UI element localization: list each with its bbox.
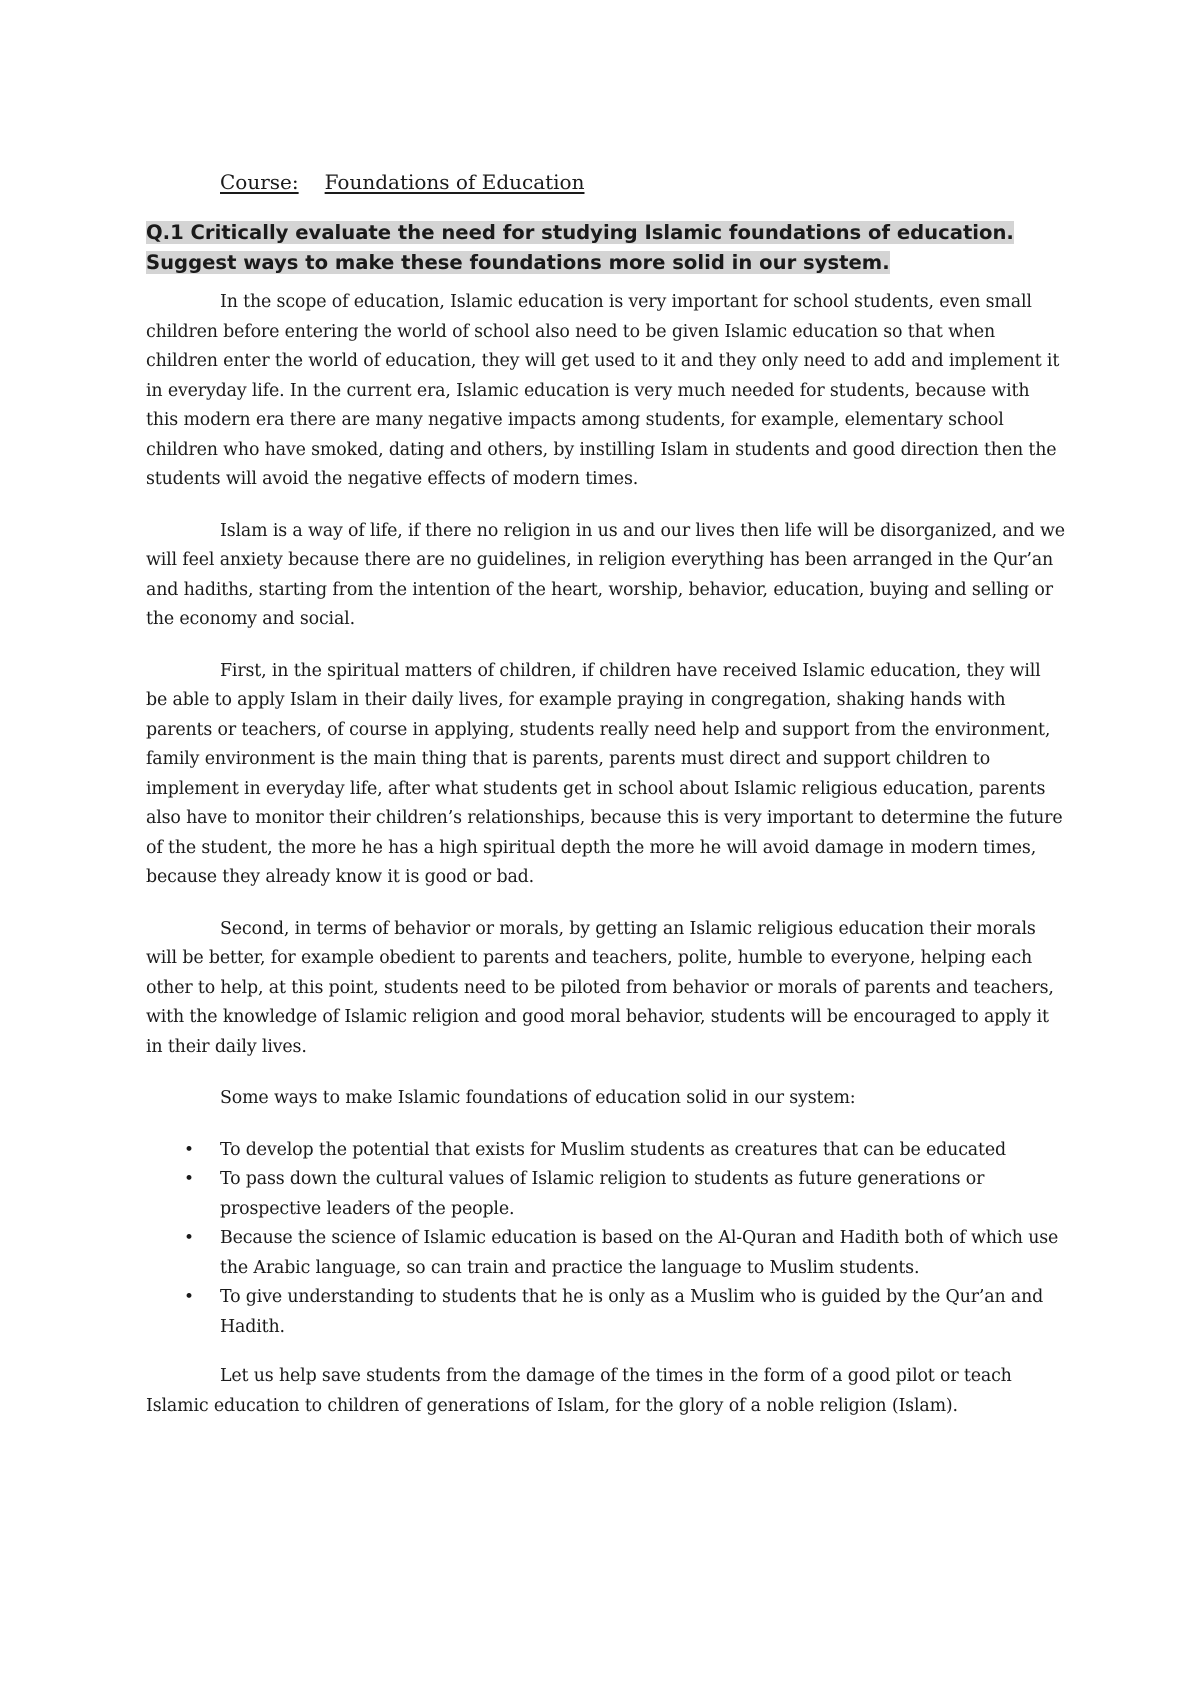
paragraph-5: Some ways to make Islamic foundations of education solid in our system: <box>220 1088 856 1108</box>
course-heading <box>220 168 1066 196</box>
question-text: Q.1 Critically evaluate the need for studying Islamic foundations of education. Suggest ways to make these foundations more solid in our system. <box>146 221 1014 274</box>
list-item-text: Because the science of Islamic education is based on the Al-Quran and Hadith both of which use the Arabic language, so can train and practice the language to Muslim students. <box>220 1228 1059 1278</box>
list-item-text: To pass down the cultural values of Islamic religion to students as future generations or prospective leaders of the people. <box>220 1169 985 1219</box>
list-item-text: To give understanding to students that he is only as a Muslim who is guided by the Qur’an and Hadith. <box>220 1287 1044 1337</box>
bullet-icon: • <box>184 1228 194 1248</box>
paragraph-3: First, in the spiritual matters of children, if children have received Islamic education, they will be able to apply Islam in their daily lives, for example praying in congregation, shaking hands with parents or teachers, of course in applying, students really need help and support from the environment, family environment is the main thing that is parents, parents must direct and support children to implement in everyday life, after what students get in school about Islamic religious education, parents also have to monitor their children’s relationships, because this is very important to determine the future of the student, the more he has a high spiritual depth the more he will avoid damage in modern times, because they already know it is good or bad. <box>146 660 1063 887</box>
document-page <box>146 168 1066 1443</box>
list-item <box>146 1165 1066 1224</box>
list-item <box>146 1136 1066 1166</box>
paragraph-1: In the scope of education, Islamic education is very important for school students, even small children before entering the world of school also need to be given Islamic education so that when children enter the world of education, they will get used to it and they only need to add and implement it in everyday life. In the current era, Islamic education is very much needed for students, because with this modern era there are many negative impacts among students, for example, elementary school children who have smoked, dating and others, by instilling Islam in students and good direction then the students will avoid the negative effects of modern times. <box>146 292 1060 489</box>
bullet-list <box>146 1136 1066 1343</box>
list-item <box>146 1224 1066 1283</box>
course-label: Course: <box>220 170 299 194</box>
course-title: Foundations of Education <box>324 170 585 194</box>
paragraph-4: Second, in terms of behavior or morals, by getting an Islamic religious education their morals will be better, for example obedient to parents and teachers, polite, humble to everyone, helping each other to help, at this point, students need to be piloted from behavior or morals of parents and teachers, with the knowledge of Islamic religion and good moral behavior, students will be encouraged to apply it in their daily lives. <box>146 918 1054 1057</box>
bullet-icon: • <box>184 1287 194 1307</box>
closing-paragraph: Let us help save students from the damage of the times in the form of a good pilot or teach Islamic education to children of generations of Islam, for the glory of a noble religion (Islam). <box>146 1366 1012 1416</box>
question-heading <box>146 218 1066 278</box>
bullet-icon: • <box>184 1139 194 1160</box>
list-item <box>146 1283 1066 1342</box>
paragraph-2: Islam is a way of life, if there no religion in us and our lives then life will be disorganized, and we will feel anxiety because there are no guidelines, in religion everything has been arranged in the Qur’an and hadiths, starting from the intention of the heart, worship, behavior, education, buying and selling or the economy and social. <box>146 520 1065 629</box>
list-item-text: To develop the potential that exists for Muslim students as creatures that can be educated <box>220 1139 1006 1160</box>
bullet-icon: • <box>184 1169 194 1189</box>
